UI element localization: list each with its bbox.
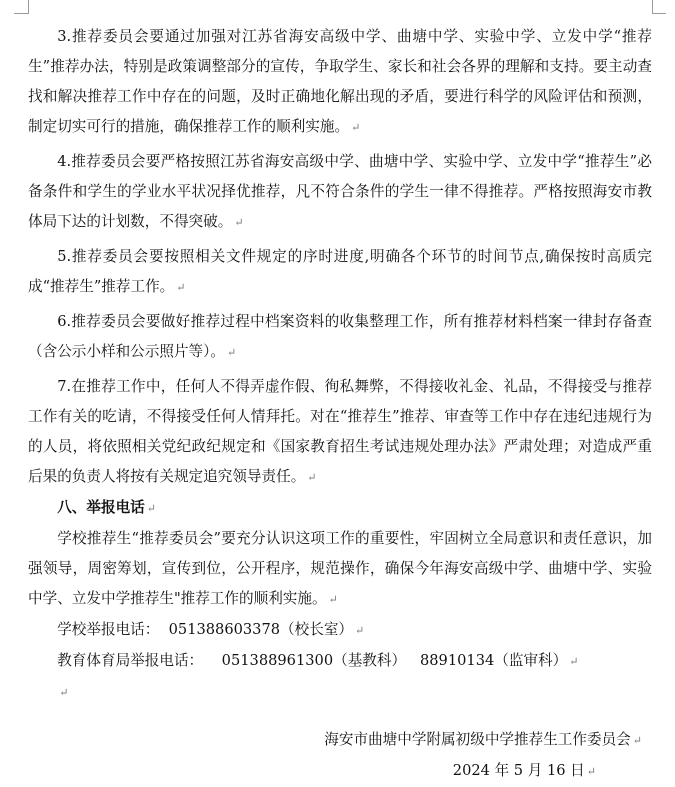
paragraph-mark-icon: ↵ [586,765,596,778]
empty-paragraph [28,677,652,707]
paragraph-text: 7.在推荐工作中，任何人不得弄虚作假、徇私舞弊，不得接收礼金、礼品，不得接受与推荐工作有关的吃请，不得接受任何人情拜托。对在“推荐生”推荐、审查等工作中存在违纪违规行为的人员，将依照相关党纪政纪规定和《国家教育招生考试违规处理办法》严肃处理；对造成严重后果的负责人将按有关规定追究领导责任。 [28,378,652,485]
paragraph-mark-icon: ↵ [355,624,365,637]
paragraph-7 [28,372,652,493]
section-heading [28,493,652,524]
paragraph-text: 学校推荐生“推荐委员会”要充分认识这项工作的重要性，牢固树立全局意识和责任意识，加强领导，周密筹划，宣传到位，公开程序，规范操作，确保今年海安高级中学、曲塘中学、实验中学、立发中学推荐生"推荐工作的顺利实施。 [28,530,652,607]
document-body[interactable] [28,22,652,787]
paragraph-mark-icon: ↵ [632,734,642,747]
bureau-phone-line [28,646,652,677]
heading-text: 八、举报电话 [57,499,145,516]
paragraph-mark-icon: ↵ [351,121,361,134]
paragraph-text: 5.推荐委员会要按照相关文件规定的序时进度,明确各个环节的时间节点,确保按时高质完成“推荐生”推荐工作。 [28,248,652,295]
school-phone-text: 学校举报电话： 051388603378（校长室） [57,621,354,638]
signature-org [28,725,652,756]
paragraph-text: 3.推荐委员会要通过加强对江苏省海安高级中学、曲塘中学、实验中学、立发中学“推荐生”推荐办法，特别是政策调整部分的宣传，争取学生、家长和社会各界的理解和支持。要主动查找和解决推荐工作中存在的问题，及时正确地化解出现的矛盾，要进行科学的风险评估和预测，制定切实可行的措施，确保推荐工作的顺利实施。 [28,28,652,135]
signature-date [28,756,652,787]
paragraph-mark-icon: ↵ [176,281,186,294]
signature-date-text: 2024 年 5 月 16 日 [452,762,585,779]
paragraph-text: 6.推荐委员会要做好推荐过程中档案资料的收集整理工作，所有推荐材料档案一律封存备查（含公示小样和公示照片等）。 [28,313,652,360]
margin-corner-mark [652,0,653,14]
paragraph-text: 4.推荐委员会要严格按照江苏省海安高级中学、曲塘中学、实验中学、立发中学“推荐生”必备条件和学生的学业水平状况择优推荐，凡不符合条件的学生一律不得推荐。严格按照海安市教体局下达的计划数，不得突破。 [28,153,652,230]
paragraph-mark-icon: ↵ [328,593,338,606]
paragraph-mark-icon: ↵ [234,216,244,229]
paragraph-mark-icon: ↵ [59,686,69,699]
paragraph-6 [28,307,652,368]
paragraph-5 [28,242,652,303]
paragraph-mark-icon: ↵ [146,502,156,515]
paragraph-4 [28,147,652,238]
bureau-phone-text: 教育体育局举报电话： 051388961300（基教科） 88910134（监审科） [57,652,568,669]
section-body [28,524,652,615]
signature-org-text: 海安市曲塘中学附属初级中学推荐生工作委员会 [324,731,631,748]
paragraph-mark-icon: ↵ [227,346,237,359]
paragraph-3 [28,22,652,143]
margin-corner-mark [652,13,666,14]
paragraph-mark-icon: ↵ [307,471,317,484]
margin-corner-mark [14,13,28,14]
margin-corner-mark [28,0,29,14]
school-phone-line [28,615,652,646]
paragraph-mark-icon: ↵ [569,655,579,668]
